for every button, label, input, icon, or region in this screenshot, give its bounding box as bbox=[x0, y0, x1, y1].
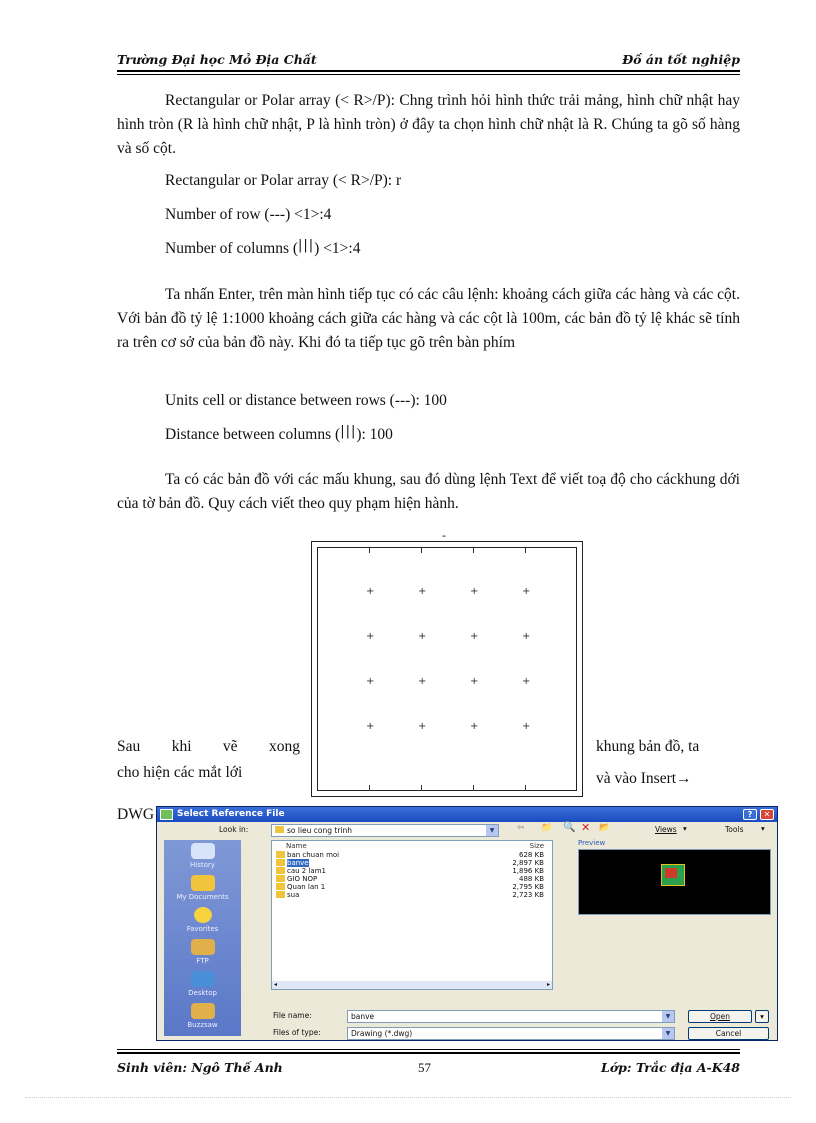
file-name-value: banve bbox=[351, 1012, 375, 1021]
tick bbox=[525, 785, 526, 791]
scroll-right-icon[interactable]: ▸ bbox=[546, 981, 550, 988]
tick bbox=[473, 785, 474, 791]
wrap-left-line2: cho hiện các mắt lới bbox=[117, 764, 243, 781]
file-name: sua bbox=[287, 891, 300, 899]
columns-bars-symbol: ||| bbox=[298, 237, 315, 253]
open-button[interactable]: Open bbox=[688, 1010, 752, 1023]
place-label: FTP bbox=[196, 957, 209, 965]
look-in-value: so lieu cong trinh bbox=[287, 826, 353, 835]
paragraph-array-intro: Rectangular or Polar array (< R>/P): Chng trình hỏi hình thức trải mảng, hình chữ nhật hay hình tròn (R là hình chữ nhật, P là hình tròn) ở đây ta chọn hình chữ nhật là R. Chúng ta gõ số hàng và số cột. bbox=[117, 92, 740, 157]
file-row[interactable] bbox=[276, 867, 550, 875]
grid-cross: + bbox=[418, 631, 427, 642]
wrap-right-line2: và vào Insert→ bbox=[596, 770, 692, 787]
map-frame-inner bbox=[317, 547, 577, 791]
file-row[interactable] bbox=[276, 859, 550, 867]
place-ftp[interactable] bbox=[164, 936, 241, 972]
file-name: GIO NOP bbox=[287, 875, 318, 883]
buzzsaw-icon bbox=[191, 1003, 215, 1019]
place-label: Favorites bbox=[186, 925, 219, 933]
footer-rule bbox=[117, 1052, 740, 1054]
chevron-down-icon[interactable]: ▼ bbox=[662, 1011, 674, 1022]
grid-cross: + bbox=[522, 721, 531, 732]
command-line-rows: Number of row (---) <1>:4 bbox=[165, 206, 332, 223]
grid-cross: + bbox=[522, 631, 531, 642]
dwg-file-icon bbox=[276, 875, 285, 882]
file-row[interactable] bbox=[276, 891, 550, 899]
file-list[interactable] bbox=[271, 840, 553, 990]
place-history[interactable] bbox=[164, 840, 241, 876]
file-row[interactable] bbox=[276, 875, 550, 883]
bottom-ticks bbox=[317, 785, 577, 791]
search-web-icon[interactable]: 🔍 bbox=[563, 822, 576, 833]
columns-prefix: Number of columns ( bbox=[165, 240, 299, 257]
footer-class: Lớp: Trắc địa A-K48 bbox=[601, 1060, 740, 1075]
file-name: ban chuan moi bbox=[287, 851, 340, 859]
command-line-columns bbox=[165, 237, 361, 258]
delete-icon[interactable]: ✕ bbox=[581, 821, 591, 834]
file-name: cau 2 lam1 bbox=[287, 867, 326, 875]
grid-cross: + bbox=[470, 586, 479, 597]
new-folder-icon[interactable]: 📂 bbox=[599, 823, 611, 833]
open-options-button[interactable]: ▾ bbox=[755, 1010, 769, 1023]
tick bbox=[421, 785, 422, 791]
grid-cross: + bbox=[366, 721, 375, 732]
views-dropdown-icon[interactable]: ▾ bbox=[683, 824, 687, 833]
wrap-right-line1: khung bản đồ, ta bbox=[596, 738, 700, 755]
chevron-down-icon: ▼ bbox=[486, 825, 498, 836]
distance-prefix: Distance between columns ( bbox=[165, 426, 341, 443]
columns-suffix: ) <1>:4 bbox=[314, 240, 361, 257]
file-size: 2,723 KB bbox=[512, 891, 544, 899]
distance-suffix: ): 100 bbox=[356, 426, 393, 443]
tools-menu[interactable]: Tools bbox=[725, 825, 744, 834]
tick bbox=[369, 785, 370, 791]
grid-cross: + bbox=[470, 676, 479, 687]
wrap-left-line1: Sau khi vẽ xong bbox=[117, 738, 300, 755]
dialog-title: Select Reference File bbox=[177, 809, 285, 819]
place-my-documents[interactable] bbox=[164, 872, 241, 908]
folder-icon bbox=[275, 826, 284, 833]
grid-cross: + bbox=[366, 631, 375, 642]
tick bbox=[369, 547, 370, 553]
place-label: Desktop bbox=[188, 989, 217, 997]
file-size: 1,896 KB bbox=[512, 867, 544, 875]
place-label: History bbox=[190, 861, 215, 869]
file-size: 2,897 KB bbox=[512, 859, 544, 867]
grid-cross: + bbox=[470, 721, 479, 732]
folder-icon bbox=[191, 875, 215, 891]
file-size: 488 KB bbox=[519, 875, 544, 883]
footer-rule-thin bbox=[117, 1049, 740, 1050]
up-folder-icon[interactable]: 📁 bbox=[541, 823, 553, 833]
grid-cross: + bbox=[522, 586, 531, 597]
tick bbox=[525, 547, 526, 553]
grid-cross: + bbox=[366, 586, 375, 597]
views-menu[interactable]: Views bbox=[655, 825, 677, 834]
places-bar bbox=[164, 840, 241, 1036]
close-icon[interactable]: ✕ bbox=[760, 809, 774, 820]
back-icon[interactable]: ⇦ bbox=[517, 823, 525, 833]
help-icon[interactable]: ? bbox=[743, 809, 757, 820]
file-row[interactable] bbox=[276, 883, 550, 891]
ftp-icon bbox=[191, 939, 215, 955]
grid-cross: + bbox=[470, 631, 479, 642]
file-name-input[interactable] bbox=[347, 1010, 675, 1023]
preview-label: Preview bbox=[578, 839, 606, 847]
tools-dropdown-icon[interactable]: ▾ bbox=[761, 824, 765, 833]
file-type-label: Files of type: bbox=[273, 1028, 321, 1037]
paragraph-coordinates: Ta có các bản đồ với các mấu khung, sau đó dùng lệnh Text để viết toạ độ cho cáckhung dới của tờ bản đồ. Quy cách viết theo quy phạm hiện hành. bbox=[117, 471, 740, 512]
grid-cross: + bbox=[418, 721, 427, 732]
grid-cross: + bbox=[522, 676, 531, 687]
frame-top-mark: - bbox=[442, 528, 446, 542]
header-doc-type: Đồ án tốt nghiệp bbox=[622, 52, 740, 67]
dwg-file-icon bbox=[276, 867, 285, 874]
file-size: 2,795 KB bbox=[512, 883, 544, 891]
dwg-file-icon bbox=[276, 859, 285, 866]
dwg-file-icon bbox=[276, 851, 285, 858]
file-size: 628 KB bbox=[519, 851, 544, 859]
scroll-left-icon[interactable]: ◂ bbox=[274, 981, 278, 988]
tick bbox=[473, 547, 474, 553]
app-icon bbox=[160, 809, 173, 820]
header-rule-thin bbox=[117, 74, 740, 75]
look-in-select[interactable] bbox=[271, 824, 499, 837]
dialog-title-bar bbox=[157, 807, 777, 822]
history-icon bbox=[191, 843, 215, 859]
grid-cross: + bbox=[418, 586, 427, 597]
horizontal-scrollbar[interactable] bbox=[272, 981, 552, 989]
top-ticks bbox=[317, 547, 577, 553]
drawing-thumbnail bbox=[661, 864, 685, 886]
chevron-down-icon[interactable]: ▼ bbox=[662, 1028, 674, 1039]
dwg-file-icon bbox=[276, 883, 285, 890]
look-in-label: Look in: bbox=[219, 825, 249, 834]
page-bottom-dotted-rule bbox=[25, 1097, 791, 1098]
paragraph-distance: Ta nhấn Enter, trên màn hình tiếp tục có các câu lệnh: khoảng cách giữa các hàng và các cột. Với bản đồ tỷ lệ 1:1000 khoảng cách giữa các hàng và các cột là 100m, các bản đồ tỷ lệ khác sẽ tính ra trên cơ sở của bản đồ này. Khi đó ta tiếp tục gõ trên bàn phím bbox=[117, 286, 740, 351]
page-number: 57 bbox=[418, 1060, 431, 1075]
file-type-select[interactable] bbox=[347, 1027, 675, 1040]
file-type-value: Drawing (*.dwg) bbox=[351, 1029, 413, 1038]
distance-bars-symbol: ||| bbox=[340, 423, 357, 439]
file-name: Quan lan 1 bbox=[287, 883, 326, 891]
place-buzzsaw[interactable] bbox=[164, 1000, 241, 1036]
place-label: Buzzsaw bbox=[187, 1021, 218, 1029]
select-reference-file-dialog bbox=[156, 806, 778, 1041]
place-label: My Documents bbox=[176, 893, 229, 901]
command-line-column-distance bbox=[165, 423, 393, 444]
header-rule bbox=[117, 70, 740, 72]
column-header-name[interactable]: Name bbox=[286, 842, 307, 850]
file-name: banve bbox=[287, 859, 309, 867]
file-row[interactable] bbox=[276, 851, 550, 859]
desktop-icon bbox=[191, 971, 215, 987]
grid-cross: + bbox=[418, 676, 427, 687]
dwg-file-icon bbox=[276, 891, 285, 898]
footer-student: Sinh viên: Ngô Thế Anh bbox=[117, 1060, 283, 1075]
command-line-row-distance: Units cell or distance between rows (---): 100 bbox=[165, 392, 447, 409]
thumbnail-detail bbox=[665, 868, 677, 878]
column-header-size[interactable]: Size bbox=[529, 842, 544, 850]
page-header bbox=[117, 50, 740, 70]
grid-cross: + bbox=[366, 676, 375, 687]
place-favorites[interactable] bbox=[164, 904, 241, 940]
tick bbox=[421, 547, 422, 553]
star-icon bbox=[194, 907, 212, 923]
cancel-button[interactable]: Cancel bbox=[688, 1027, 769, 1040]
file-name-label: File name: bbox=[273, 1011, 312, 1020]
place-desktop[interactable] bbox=[164, 968, 241, 1004]
wrap-line3: DWG bbox=[117, 806, 155, 823]
preview-pane bbox=[578, 849, 771, 915]
command-line-array: Rectangular or Polar array (< R>/P): r bbox=[165, 172, 402, 189]
header-school: Trường Đại học Mỏ Địa Chất bbox=[117, 52, 317, 67]
